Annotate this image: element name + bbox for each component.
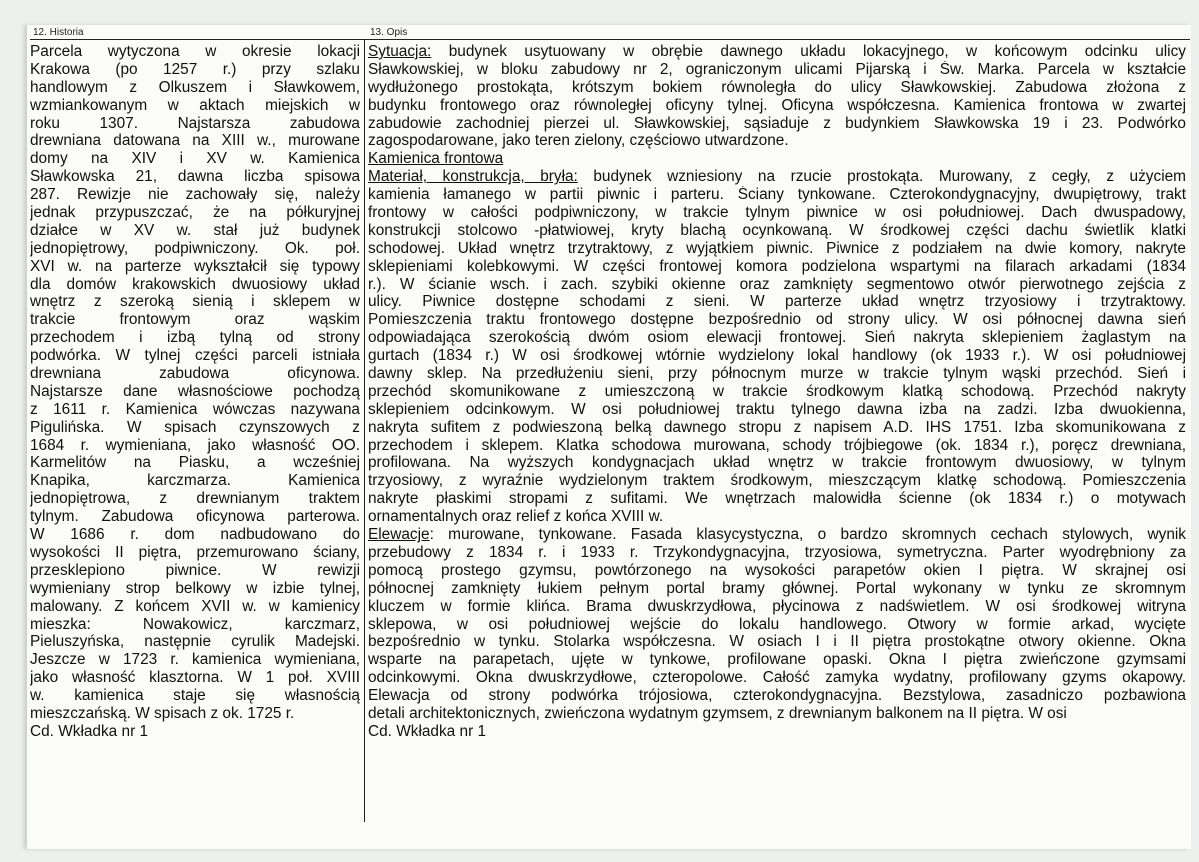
description-text-line: Sławkowskiej, w bloku zabudowy nr 2, ograniczonym ulicami Pijarską i Św. Marka. Parcela w kształcie — [368, 60, 1186, 78]
history-text-line: jednopiętrowy, podpiwniczony. Ok. poł. — [30, 239, 360, 257]
description-text-line: r.). W ścianie wsch. i zach. szybiki okienne oraz zamknięty segmentowo otwór pierwotnego zejścia z — [368, 275, 1186, 293]
description-text-line: trzyosiowy, z wyraźnie wydzielonym traktem środkowym, mieszczącym klatkę schodową. Pomieszczenia — [368, 472, 1186, 490]
description-text-line: przechodem i sklepem. Klatka schodowa murowana, schody trójbiegowe (ok. 1834 r.), poręcz drewniana, — [368, 436, 1186, 454]
history-text-line: Pigulińska. W spisach czynszowych z — [30, 418, 360, 436]
history-text-line: drewniana datowana na XIII w., murowane — [30, 132, 360, 150]
description-text-line: schodowej. Układ wnętrz trzytraktowy, z wyjątkiem piwnic. Piwnice z podziałem na dwie komory, nakryte — [368, 239, 1186, 257]
description-text-line: frontowy w całości podpiwniczony, w trakcie tylnym piwnice w osi południowej. Dach dwuspadowy, — [368, 204, 1186, 222]
section-heading: Kamienica frontowa — [368, 150, 504, 168]
description-column — [368, 43, 1186, 741]
history-text-line: tylnym. Zabudowa oficynowa parterowa. — [30, 508, 360, 526]
description-text-line: północnej zamknięty łukiem pełnym portal bramy głównej. Portal wykonany w tynku ze skromnym — [368, 579, 1186, 597]
description-text-line: bezpośrednio w tynku. Stolarka współczesna. W osiach I i II piętra prostokątne otwory okienne. Okna — [368, 633, 1186, 651]
history-column — [30, 43, 360, 741]
history-text-line: wnętrz z szeroką sienią i sklepem w — [30, 293, 360, 311]
description-text-line: kluczem w formie klińca. Brama dwuskrzydłowa, płycinowa z nadświetlem. W osi środkowej witryna — [368, 597, 1186, 615]
history-text-line: XVI w. na parterze wykształcił się typowy — [30, 257, 360, 275]
description-text-line: konstrukcji stolcowo -płatwiowej, kryty blachą ocynkowaną. W środkowej części dachu świetlik klatki — [368, 221, 1186, 239]
history-text-line: Jeszcze w 1723 r. kamienica wymieniana, — [30, 651, 360, 669]
description-text-line: odpowiadająca szerokością dwóm osiom elewacji frontowej. Sień nakryta sklepieniem żaglastym na — [368, 329, 1186, 347]
description-text-line: dawny sklep. Na przedłużeniu sieni, przy północnym murze w trakcie tylnym wąski przechód. Sień i — [368, 365, 1186, 383]
history-text-line: w. kamienica staje się własnością — [30, 687, 360, 705]
description-text-line: Elewacje: murowane, tynkowane. Fasada klasycystyczna, o bardzo skromnych cechach stylowych, wynik — [368, 526, 1186, 544]
history-text-line: wzmiankowanym w aktach miejskich w — [30, 96, 360, 114]
column-divider — [364, 40, 365, 822]
history-text-line: jako własność klasztorna. W 1 poł. XVIII — [30, 669, 360, 687]
description-text-line: nakryta sufitem z podwieszoną belką dawnego stropu z napisem A.D. IHS 1751. Izba skomunikowana z — [368, 418, 1186, 436]
description-text-line: kamienia łamanego w partii piwnic i parteru. Ściany tynkowane. Czterokondygnacyjny, dwupiętrowy, trakt — [368, 186, 1186, 204]
description-text-line: wsparte na parapetach, ujęte w tynkowe, profilowane opaski. Okna I piętra zwieńczone gzymsami — [368, 651, 1186, 669]
description-text-line: pomocą prostego gzymsu, powtórzonego na wysokości parapetów okien I piętra. W skrajnej osi — [368, 561, 1186, 579]
history-text-line: trakcie frontowym oraz wąskim — [30, 311, 360, 329]
description-text-line: Cd. Wkładka nr 1 — [368, 722, 487, 740]
description-text-line: zagospodarowane, jako teren zielony, częściowo utwardzone. — [368, 132, 789, 150]
description-text-line: zabudowie zachodniej pierzei ul. Sławkowskiej, sąsiaduje z budynkiem Sławkowska 19 i 23. Podwórko — [368, 114, 1186, 132]
history-text-line: przesklepiono piwnice. W rewizji — [30, 561, 360, 579]
description-text-line: odcinkowymi. Okna dwuskrzydłowe, czteropolowe. Całość zamyka wydatny, profilowany gzyms okapowy. — [368, 669, 1186, 687]
description-text-line: ulicy. Piwnice dostępne schodami z sieni. W parterze układ wnętrz trzyosiowy i trzytraktowy. — [368, 293, 1186, 311]
description-text-line: gurtach (1834 r.) W osi środkowej wtórnie wydzielony lokal handlowy (ok 1933 r.). W osi południowej — [368, 347, 1186, 365]
description-text-line: wydłużonego prostokąta, krótszym bokiem równoległa do ulicy Sławkowskiej. Zabudowa złożona z — [368, 78, 1186, 96]
history-text-line: mieszczańską. W spisach z ok. 1725 r. — [30, 704, 295, 722]
history-text-line: przechodem i izbą tylną od strony — [30, 329, 360, 347]
description-text-line — [368, 150, 1186, 168]
description-text-line: Pomieszczenia traktu frontowego dostępne bezpośrednio od strony ulicy. W osi północnej dawna sień — [368, 311, 1186, 329]
history-text-line: Knapika, karczmarza. Kamienica — [30, 472, 360, 490]
description-text-line: sklepowa, w osi południowej wejście do lokalu handlowego. Otwory w formie arkad, wycięte — [368, 615, 1186, 633]
history-text-line: Sławkowska 21, dawna liczba spisowa — [30, 168, 360, 186]
right-column-header: 13. Opis — [370, 27, 408, 38]
history-text-line: działce w XV w. stał już budynek — [30, 221, 360, 239]
left-column-header: 12. Historia — [33, 27, 84, 38]
section-heading: Materiał, konstrukcja, bryła: — [368, 168, 578, 186]
section-heading: Sytuacja: — [368, 43, 432, 60]
history-text-line: Cd. Wkładka nr 1 — [30, 722, 149, 740]
description-text-line: sklepieniami kolebkowymi. W części frontowej komora podzielona wspartymi na filarach arkadami (1834 — [368, 257, 1186, 275]
history-text-line: drewniana zabudowa oficynowa. — [30, 365, 360, 383]
section-heading: Elewacje — [368, 526, 430, 544]
description-text-line: przechód skomunikowane z umieszczoną w trakcie środkowym klatką schodową. Przechód nakryty — [368, 382, 1186, 400]
history-text-line: wysokości II piętra, przemurowano ściany, — [30, 543, 360, 561]
history-text-line: Najstarsze dane własnościowe pochodzą — [30, 382, 360, 400]
history-text-line: malowany. Z końcem XVII w. w kamienicy — [30, 597, 360, 615]
description-text-line: profilowana. Na wyższych kondygnacjach układ wnętrz w trakcie frontowym dwuosiowy, w tylnym — [368, 454, 1186, 472]
history-text-line: domy na XIV i XV w. Kamienica — [30, 150, 360, 168]
history-text-line: Karmelitów na Piasku, a wcześniej — [30, 454, 360, 472]
history-text-line: roku 1307. Najstarsza zabudowa — [30, 114, 360, 132]
description-text-line: detali architektonicznych, zwieńczona wydatnym gzymsem, z drewnianym balkonem na II piętra. W osi — [368, 704, 1067, 722]
description-text-line: ornamentalnych oraz relief z końca XVIII w. — [368, 508, 664, 526]
history-text-line: jednopiętrowa, z drewnianym traktem — [30, 490, 360, 508]
header-rule — [30, 39, 1190, 40]
history-text-line: 287. Rewizje nie zachowały się, należy — [30, 186, 360, 204]
history-text-line: mieszka: Nowakowicz, karczmarz, — [30, 615, 360, 633]
history-text-line: W 1686 r. dom nadbudowano do — [30, 526, 360, 544]
history-text-line: Krakowa (po 1257 r.) przy szlaku — [30, 60, 360, 78]
history-text-line: jednak przypuszczać, że na półkuryjnej — [30, 204, 360, 222]
history-text-line: z 1611 r. Kamienica wówczas nazywana — [30, 400, 360, 418]
history-text-line: handlowym z Olkuszem i Sławkowem, — [30, 78, 360, 96]
description-text-line: sklepieniem odcinkowym. W osi południowej traktu tylnego dawna izba na zadzi. Izba dwuokienna, — [368, 400, 1186, 418]
description-text-line: Elewacja od strony podwórka trójosiowa, czterokondygnacyjna. Bezstylowa, zasadniczo pozbawiona — [368, 687, 1186, 705]
history-text-line: 1684 r. wymieniana, jako własność OO. — [30, 436, 360, 454]
history-text-line: Parcela wytyczona w okresie lokacji — [30, 43, 360, 60]
history-text-line: podwórka. W tylnej części parceli istniała — [30, 347, 360, 365]
history-text-line: dla domów krakowskich dwuosiowy układ — [30, 275, 360, 293]
description-text-line: Materiał, konstrukcja, bryła: budynek wzniesiony na rzucie prostokąta. Murowany, z cegły, z użyciem — [368, 168, 1186, 186]
history-text-line: Pieluszyńska, następnie cyrulik Madejski. — [30, 633, 360, 651]
history-text-line: wymieniany strop belkowy w izbie tylnej, — [30, 579, 360, 597]
description-text-line: budynku frontowego oraz równoległej oficyny tylnej. Oficyna współczesna. Kamienica frontowa w zwartej — [368, 96, 1186, 114]
description-text-line: nakryte płaskimi stropami z sufitami. We wnętrzach malowidła ścienne (ok 1834 r.) o motywach — [368, 490, 1186, 508]
description-text-line: Sytuacja: budynek usytuowany w obrębie dawnego układu lokacyjnego, w końcowym odcinku ulicy — [368, 43, 1186, 60]
description-text-line: przebudowy z 1834 r. i 1933 r. Trzykondygnacyjna, trzyosiowa, symetryczna. Parter wyodrębniony za — [368, 543, 1186, 561]
